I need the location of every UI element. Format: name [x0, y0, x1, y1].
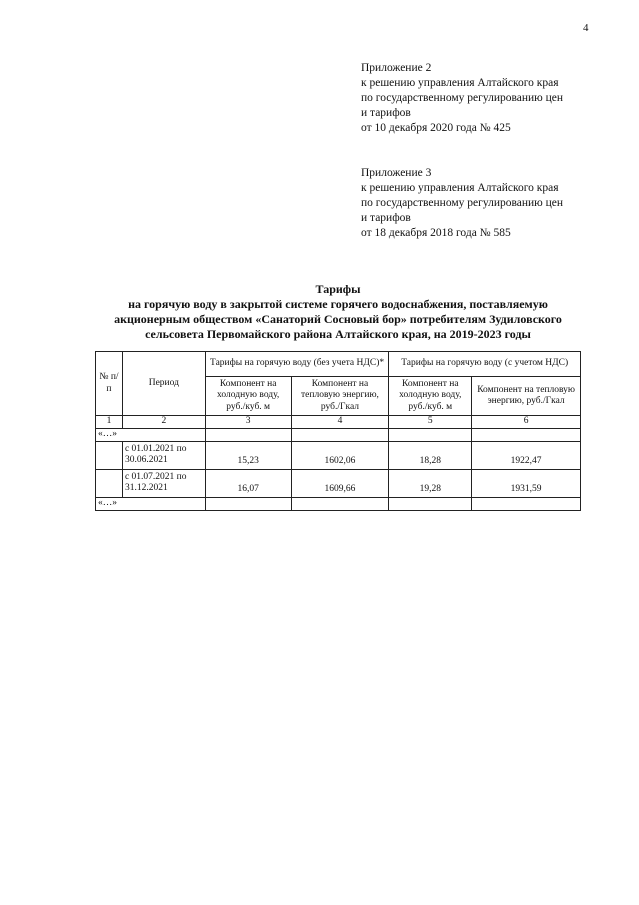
- title-line: акционерным обществом «Санаторий Сосновый бор» потребителям Зудиловского: [114, 312, 562, 326]
- ellipsis-cell: «…»: [96, 428, 206, 441]
- header-cold-water-vat: Компонент на холодную воду, руб./куб. м: [389, 377, 472, 416]
- row-num: [96, 469, 123, 497]
- ellipsis-row: [96, 497, 581, 510]
- appendix-3-line: от 18 декабря 2018 года № 585: [361, 227, 511, 239]
- row-num: [96, 441, 123, 469]
- row-heat-energy-vat: 1922,47: [472, 441, 581, 469]
- table-header-row: [96, 352, 581, 377]
- title-line: сельсовета Первомайского района Алтайского края, на 2019-2023 годы: [145, 327, 531, 341]
- header-heat-energy-no-vat: Компонент на тепловую энергию, руб./Гкал: [291, 377, 389, 416]
- column-number: 5: [389, 416, 472, 429]
- appendix-3-line: по государственному регулированию цен: [361, 197, 564, 209]
- header-group-with-vat: Тарифы на горячую воду (с учетом НДС): [389, 352, 581, 377]
- row-period: с 01.07.2021 по 31.12.2021: [122, 469, 205, 497]
- column-number: 1: [96, 416, 123, 429]
- appendix-3-header: [361, 166, 563, 241]
- row-heat-energy-no-vat: 1609,66: [291, 469, 389, 497]
- header-group-without-vat: Тарифы на горячую воду (без учета НДС)*: [205, 352, 389, 377]
- row-cold-water-no-vat: 16,07: [205, 469, 291, 497]
- appendix-2-line: и тарифов: [361, 107, 411, 119]
- header-period: Период: [122, 352, 205, 416]
- document-title: [95, 282, 581, 342]
- title-line: Тарифы: [315, 282, 361, 296]
- page-number: 4: [583, 22, 589, 34]
- ellipsis-cell: «…»: [96, 497, 206, 510]
- column-number: 3: [205, 416, 291, 429]
- row-cold-water-vat: 18,28: [389, 441, 472, 469]
- row-heat-energy-no-vat: 1602,06: [291, 441, 389, 469]
- tariff-table: [95, 351, 581, 511]
- row-heat-energy-vat: 1931,59: [472, 469, 581, 497]
- appendix-3-line: и тарифов: [361, 212, 411, 224]
- row-period: с 01.01.2021 по 30.06.2021: [122, 441, 205, 469]
- ellipsis-row: [96, 428, 581, 441]
- table-row: [96, 469, 581, 497]
- header-cold-water-no-vat: Компонент на холодную воду, руб./куб. м: [205, 377, 291, 416]
- row-cold-water-no-vat: 15,23: [205, 441, 291, 469]
- appendix-2-line: к решению управления Алтайского края: [361, 77, 559, 89]
- row-cold-water-vat: 19,28: [389, 469, 472, 497]
- header-num: № п/п: [96, 352, 123, 416]
- column-number: 4: [291, 416, 389, 429]
- table-row: [96, 441, 581, 469]
- appendix-3-line: к решению управления Алтайского края: [361, 182, 559, 194]
- column-number: 2: [122, 416, 205, 429]
- appendix-2-line: по государственному регулированию цен: [361, 92, 564, 104]
- title-line: на горячую воду в закрытой системе горячего водоснабжения, поставляемую: [128, 297, 548, 311]
- appendix-3-line: Приложение 3: [361, 167, 432, 179]
- appendix-2-line: от 10 декабря 2020 года № 425: [361, 122, 511, 134]
- appendix-2-header: [361, 61, 563, 136]
- column-number: 6: [472, 416, 581, 429]
- column-number-row: [96, 416, 581, 429]
- appendix-2-line: Приложение 2: [361, 62, 432, 74]
- header-heat-energy-vat: Компонент на тепловую энергию, руб./Гкал: [472, 377, 581, 416]
